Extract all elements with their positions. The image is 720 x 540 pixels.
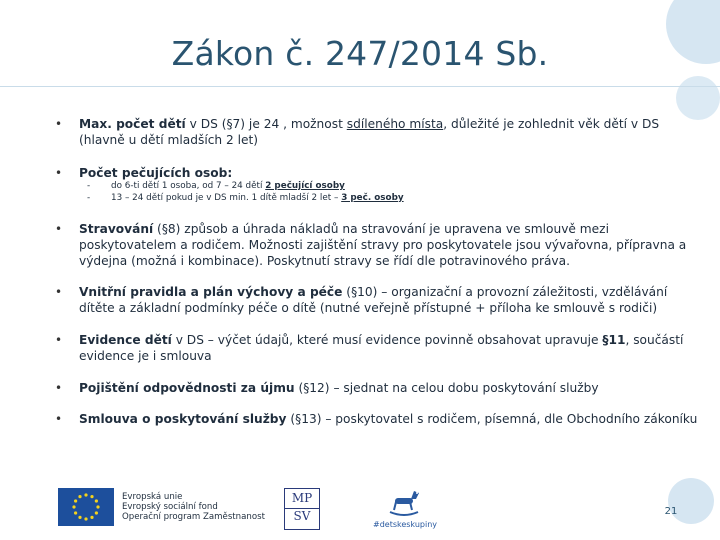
- eu-star: [96, 505, 99, 508]
- eu-star: [84, 493, 87, 496]
- sub-text: [111, 181, 345, 192]
- bullet-text-part: Počet pečujících osob:: [79, 166, 233, 180]
- bullet-text: [79, 116, 699, 148]
- sub-text-underlined: 2 pečující osoby: [265, 181, 345, 191]
- bullet-text-part: Evidence dětí: [79, 333, 172, 347]
- eu-star: [90, 495, 93, 498]
- bullet-text-part: sdíleného místa: [346, 117, 444, 131]
- bullet-marker: •: [55, 117, 63, 131]
- bullet-text: [79, 411, 699, 427]
- eu-star: [95, 511, 98, 514]
- bullet-marker: •: [55, 222, 63, 236]
- bullet-text-part: , důležité je zohlednit věk dětí v DS (hlavně u dětí mladších 2 let): [79, 117, 660, 147]
- eu-line-2: Evropský sociální fond: [122, 502, 218, 512]
- eu-star: [84, 517, 87, 520]
- hashtag-caption: #detskeskupiny: [372, 520, 437, 529]
- bullet-text: [79, 284, 699, 316]
- sub-text-pre: do 6-ti dětí 1 osoba, od 7 – 24 dětí: [111, 181, 266, 191]
- bullet-text-part: Stravování: [79, 222, 154, 236]
- bullet-text-part: (§10) – organizační a provozní záležitosti, vzdělávání dítěte a základní podmínky péče o dítě (nutné veřejně přístupné + příloha ke smlouvě s rodiči): [79, 285, 668, 315]
- mpsv-bottom: SV: [293, 509, 311, 523]
- bullet-text-part: §11: [602, 333, 626, 347]
- sub-dash: -: [87, 193, 91, 203]
- sub-text-pre: 13 – 24 dětí pokud je v DS min. 1 dítě mladší 2 let –: [111, 193, 342, 203]
- bullet-marker: •: [55, 285, 63, 299]
- mpsv-logo: [284, 488, 320, 530]
- bullet-text-part: Max. počet dětí: [79, 117, 186, 131]
- bullet-text-part: Smlouva o poskytování služby: [79, 412, 287, 426]
- eu-line-3: Operační program Zaměstnanost: [122, 512, 265, 522]
- mpsv-divider: [285, 508, 319, 509]
- bullet-marker: •: [55, 166, 63, 180]
- bullet-marker: •: [55, 333, 63, 347]
- eu-star: [95, 499, 98, 502]
- bullet-marker: •: [55, 381, 63, 395]
- slide-title: Zákon č. 247/2014 Sb.: [171, 34, 549, 73]
- bullet-text-part: v DS (§7) je 24 , možnost: [185, 117, 347, 131]
- bullet-text: [79, 165, 699, 181]
- bullet-text: [79, 380, 699, 396]
- bullet-text-part: , součástí evidence je i smlouva: [79, 333, 684, 363]
- mpsv-top: MP: [291, 491, 313, 505]
- eu-logo-text: [122, 492, 265, 522]
- eu-line-1: Evropská unie: [122, 492, 183, 502]
- sub-text-underlined: 3 peč. osoby: [341, 193, 404, 203]
- eu-star: [78, 495, 81, 498]
- sub-text: [111, 193, 404, 204]
- bullet-text: [79, 221, 699, 269]
- eu-star: [90, 516, 93, 519]
- bullet-text-part: (§8) způsob a úhrada nákladů na stravování je upravena ve smlouvě mezi poskytovatelem a rodičem. Možnosti zajištění stravy pro poskytovatele jsou vývařovna, přípravna a výdejna (možná i kombinace). Poskytnutí stravy se řídí dle potravinového práva.: [79, 222, 687, 268]
- eu-flag-icon: [58, 488, 114, 526]
- bullet-text-part: (§13) – poskytovatel s rodičem, písemná, dle Obchodního zákoníku: [286, 412, 698, 426]
- bullet-marker: •: [55, 412, 63, 426]
- bullet-text-part: v DS – výčet údajů, které musí evidence povinně obsahovat upravuje: [171, 333, 603, 347]
- eu-star: [74, 511, 77, 514]
- eu-star: [72, 505, 75, 508]
- bullet-text-part: Vnitřní pravidla a plán výchovy a péče: [79, 285, 343, 299]
- eu-star: [78, 516, 81, 519]
- eu-stars-icon: [58, 488, 114, 526]
- page-number: 21: [664, 506, 678, 517]
- bullet-text: [79, 332, 699, 364]
- sub-dash: -: [87, 181, 91, 191]
- bullet-text-part: Pojištění odpovědnosti za újmu: [79, 381, 295, 395]
- rocking-horse-icon: [384, 486, 424, 518]
- eu-star: [74, 499, 77, 502]
- bullet-text-part: (§12) – sjednat na celou dobu poskytování služby: [294, 381, 599, 395]
